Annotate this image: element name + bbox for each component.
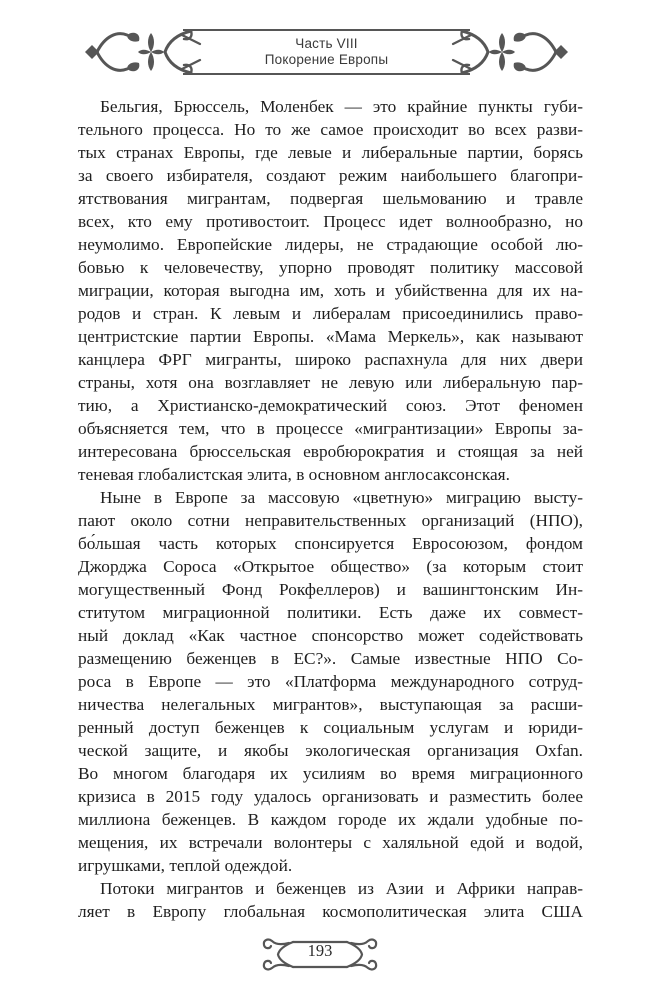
text-line: объясняется тем, что в процессе «мигрантизации» Европы за- <box>78 419 583 438</box>
chapter-part-title: Покорение Европы <box>264 52 389 67</box>
text-line: миграции, которая выгодна им, хоть и убийственна для их на- <box>78 281 583 300</box>
text-line: ятствования мигрантам, подвергая шельмованию и травле <box>78 189 583 208</box>
text-line: бо́льшая часть которых спонсируется Евросоюзом, фондом <box>78 534 583 553</box>
body-text <box>78 95 583 923</box>
text-line: размещению беженцев в ЕС?». Самые известные НПО Со- <box>78 649 583 668</box>
text-line: тельного процесса. Но то же самое происходит во всех разви- <box>78 120 583 139</box>
text-line: бовью к человечеству, упорно проводят политику массовой <box>78 258 583 277</box>
text-line: ренный доступ беженцев к социальным услугам и юриди- <box>78 718 583 737</box>
text-line: мещения, их встречали волонтеры с халяльной едой и водой, <box>78 833 583 852</box>
text-line: Бельгия, Брюссель, Моленбек — это крайние пункты губи- <box>100 97 583 116</box>
text-line: ческой защите, и якобы экологическая организация Oxfan. <box>78 741 583 760</box>
text-line: игрушками, теплой одеждой. <box>78 856 293 875</box>
text-line: всех, кто ему противостоит. Процесс идет волнообразно, но <box>78 212 583 231</box>
text-line: за своего избирателя, создают режим наибольшего благопри- <box>78 166 583 185</box>
text-line: ный доклад «Как частное спонсорство может содействовать <box>78 626 583 645</box>
header-flourish-right-icon <box>458 26 568 78</box>
text-line: пают около сотни неправительственных организаций (НПО), <box>78 511 583 530</box>
text-line: миллиона беженцев. В каждом городе их ждали удобные по- <box>78 810 583 829</box>
text-line: роса в Европе — это «Платформа международного сотруд- <box>78 672 583 691</box>
text-line: родов и стран. К левым и либералам присоединились право- <box>78 304 583 323</box>
text-line: ничества нелегальных мигрантов», выступающая за расши- <box>78 695 583 714</box>
chapter-part-label: Часть VIII <box>295 36 358 51</box>
text-line: кризиса в 2015 году удалось организовать и разместить более <box>78 787 583 806</box>
text-line: ляет в Европу глобальная космополитическая элита США <box>78 902 583 921</box>
chapter-title-box <box>183 29 470 75</box>
text-line: теневая глобалистская элита, в основном англосаксонская. <box>78 465 510 484</box>
page-number: 193 <box>307 941 333 960</box>
text-line: неумолимо. Европейские лидеры, не страдающие особой лю- <box>78 235 583 254</box>
text-line: центристские партии Европы. «Мама Меркель», как называют <box>78 327 583 346</box>
text-line: могущественный Фонд Рокфеллеров) и вашингтонским Ин- <box>78 580 583 599</box>
text-line: Джорджа Сороса «Открытое общество» (за которым стоит <box>78 557 583 576</box>
text-line: канцлера ФРГ мигранты, широко распахнула для них двери <box>78 350 583 369</box>
text-line: Потоки мигрантов и беженцев из Азии и Африки направ- <box>100 879 583 898</box>
text-line: Ныне в Европе за массовую «цветную» миграцию высту- <box>100 488 583 507</box>
text-line: ститутом миграционной политики. Есть даже их совмест- <box>78 603 583 622</box>
text-line: интересована брюссельская евробюрократия и стоящая за ней <box>78 442 583 461</box>
text-line: тию, а Христианско-демократический союз. Этот феномен <box>78 396 583 415</box>
header-flourish-left-icon <box>85 26 195 78</box>
header-box-end-left-icon <box>181 31 203 73</box>
text-line: тых странах Европы, где левые и либеральные партии, борясь <box>78 143 583 162</box>
text-line: Во многом благодаря их усилиям во время миграционного <box>78 764 583 783</box>
text-line: страны, хотя она возглавляет не левую или либеральную пар- <box>78 373 583 392</box>
